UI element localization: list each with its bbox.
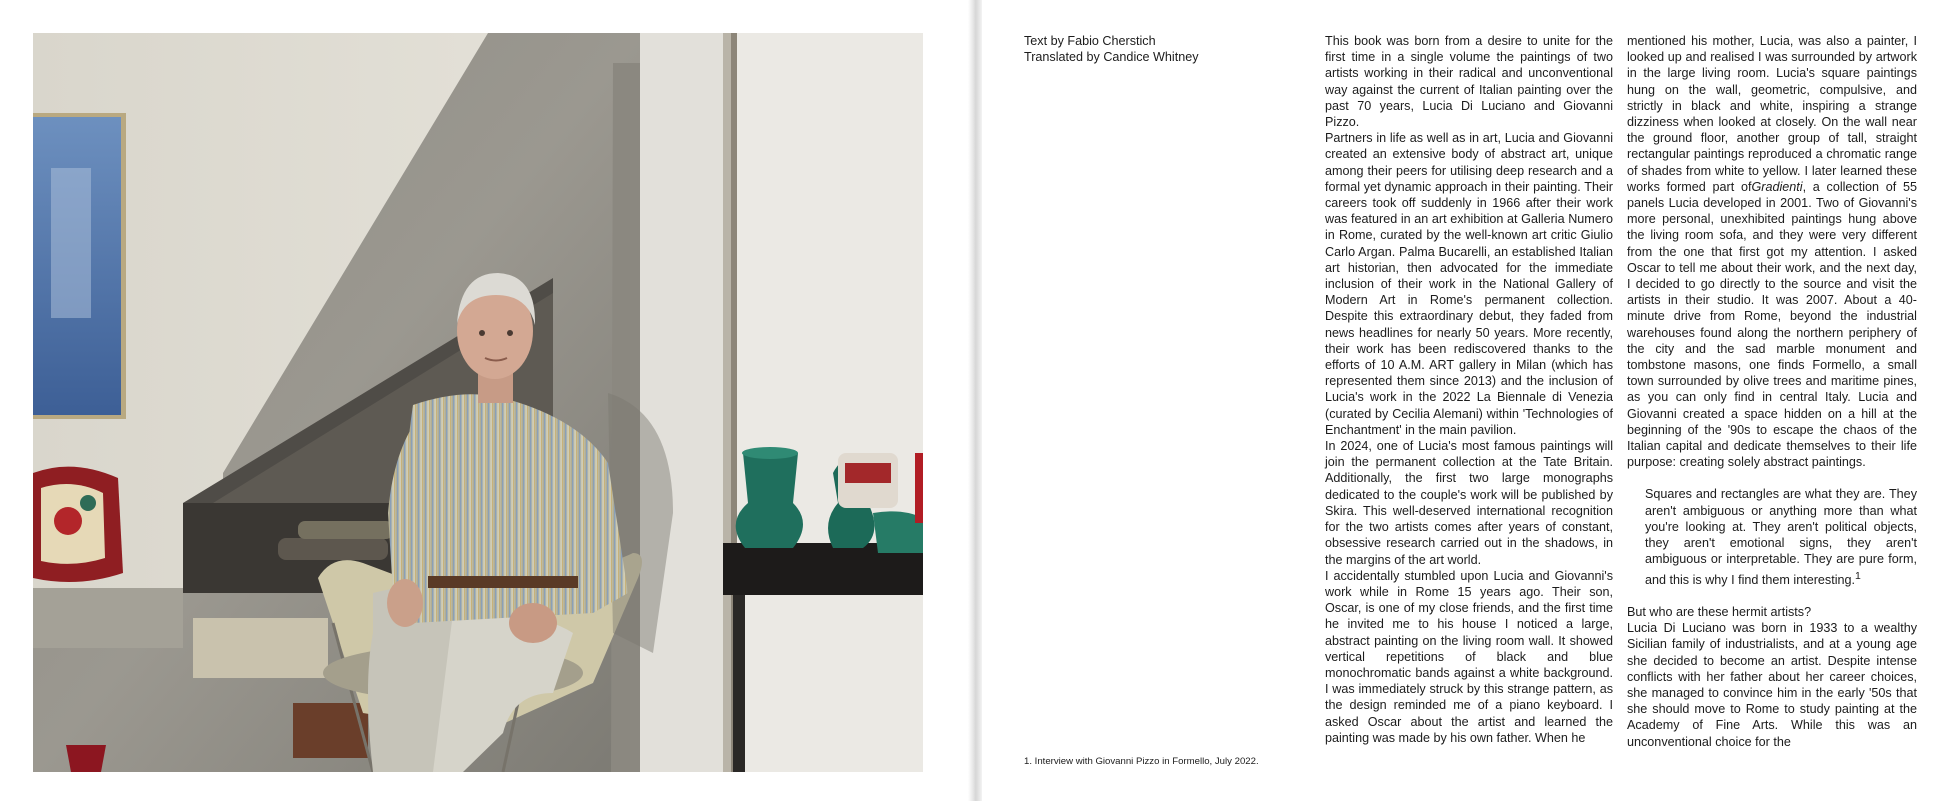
left-page	[0, 0, 970, 801]
translator-credit: Translated by Candice Whitney	[1024, 50, 1199, 65]
text-column-1	[1325, 33, 1613, 746]
quote-footnote-ref: 1	[1855, 569, 1861, 582]
paragraph-partners: Partners in life as well as in art, Lucia and Giovanni created an extensive body of abstract art, unique among their peers for utilising deep research and a formal yet dynamic approach in their painting. Their careers took off suddenly in 1966 after their work was featured in an art exhibition at Galleria Numero in Rome, curated by the well-known art critic Giulio Carlo Argan. Palma Bucarelli, an established Italian art historian, then advocated for the immediate inclusion of their work in the National Gallery of Modern Art in Rome's permanent collection. Despite this extraordinary debut, they faded from news headlines for nearly 50 years. More recently, their work has been rediscovered thanks to the efforts of 10 A.M. ART gallery in Milan (which has represented them since 2013) and the inclusion of Lucia's work in the 2022 La Biennale di Venezia (curated by Cecilia Alemani) within 'Technologies of Enchantment' in the main pavilion.	[1325, 131, 1613, 437]
paragraph-discovery-text: I accidentally stumbled upon Lucia and Giovanni's work while in Rome 15 years ago. Their son, Oscar, is one of my close friends, and the first time he invited me to his house I noticed a large, abstract painting on the living room wall. It showed vertical repetitions of black and blue monochromatic bands against a white background. I was immediately struck by this strange pattern, as the design reminded me of a piano keyboard. I asked Oscar about the artist and learned the painting was made by his own father. When he	[1325, 568, 1613, 745]
footnote: 1. Interview with Giovanni Pizzo in Formello, July 2022.	[1024, 756, 1259, 767]
text-column-2	[1627, 33, 1917, 750]
paragraph-discovery-end-continued: , a collection of 55 panels Lucia developed in 2001. Two of Giovanni's more personal, unexhibited paintings hung above the living room sofa, and they were very different from the one that first got my attention. I asked Oscar to tell me about their work, and the next day, I decided to go directly to the source and visit the artists in their studio. It was 2007. About a 40-minute drive from Rome, beyond the industrial warehouses found along the northern periphery of the city and the sad marble monument and tombstone masons, one finds Formello, a small town surrounded by olive trees and maritime pines, as you can only find in central Italy. Lucia and Giovanni created a space hidden on a hill at the beginning of the '90s to escape the chaos of the Italian capital and dedicate themselves to their life purpose: creating solely abstract paintings.	[1627, 179, 1917, 470]
portrait-photograph	[33, 33, 923, 772]
artist-quote	[1645, 486, 1917, 587]
paragraph-discovery	[1325, 568, 1613, 746]
credits	[1024, 33, 1304, 65]
paragraph-discovery-text-continued: mentioned his mother, Lucia, was also a painter, I looked up and realised I was surrounded by artwork in the large living room. Lucia's square paintings hung on the wall, geometric, compulsive, and strictly in black and white, inspiring a strange dizziness when looked at closely. On the wall near the ground floor, another group of tall, straight rectangular paintings reproduced a chromatic range of shades from white to yellow. I later learned these works formed part of	[1627, 34, 1917, 194]
book-gutter	[968, 0, 982, 801]
paragraph-2024: In 2024, one of Lucia's most famous paintings will join the permanent collection at the Tate Britain. Additionally, the first two large monographs dedicated to the couple's work will be published by Skira. This well-deserved international recognition for the two artists comes after years of constant, obsessive research carried out in the shadows, in the margins of the art world.	[1325, 439, 1613, 567]
author-credit: Text by Fabio Cherstich	[1024, 34, 1156, 48]
gradienti-title-continued: Gradienti	[1751, 179, 1803, 194]
section-question: But who are these hermit artists?	[1627, 604, 1812, 619]
paragraph-lucia: Lucia Di Luciano was born in 1933 to a wealthy Sicilian family of industrialists, and at a young age she decided to become an artist. Despite intense conflicts with her father about her career choices, she managed to convince him in the early '50s that she should move to Rome to study painting at the Academy of Fine Arts. While this was an unconventional choice for the	[1627, 621, 1917, 749]
quote-text: Squares and rectangles are what they are. They aren't ambiguous or anything more than what you're looking at. They aren't political objects, they aren't emotional signs, they aren't ambiguous or interpretable. They are pure form, and this is why I find them interesting.	[1645, 487, 1917, 587]
paragraph-discovery-continued	[1627, 33, 1917, 470]
paragraph-intro: This book was born from a desire to unite for the first time in a single volume the paintings of two artists working in their radical and unconventional way against the current of Italian painting over the past 70 years, Lucia Di Luciano and Giovanni Pizzo.	[1325, 34, 1613, 130]
photo-illustration	[33, 33, 923, 772]
